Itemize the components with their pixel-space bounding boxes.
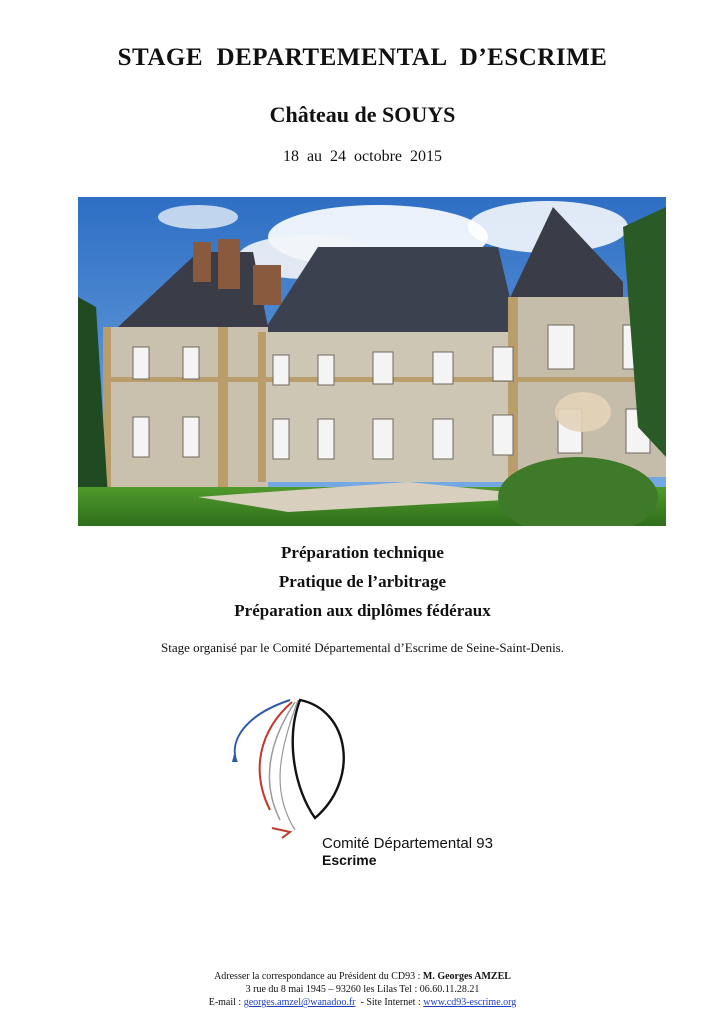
site-label: - Site Internet : bbox=[355, 997, 424, 1008]
logo-line2: Escrime bbox=[322, 852, 377, 868]
footer-line2: 3 rue du 8 mai 1945 – 93260 les Lilas Tel : 06.60.11.28.21 bbox=[245, 984, 480, 995]
footer-line3 bbox=[0, 996, 725, 1009]
email-link[interactable]: georges.amzel@wanadoo.fr bbox=[243, 997, 356, 1008]
highlight-item: Préparation aux diplômes fédéraux bbox=[234, 601, 491, 620]
footer-address-prefix: Adresser la correspondance au Président du CD93 : bbox=[214, 971, 423, 982]
highlight-item: Préparation technique bbox=[281, 543, 444, 562]
venue-title: Château de SOUYS bbox=[269, 102, 456, 127]
website-link[interactable]: www.cd93-escrime.org bbox=[423, 997, 517, 1008]
chateau-photo bbox=[78, 197, 666, 526]
organizer-note: Stage organisé par le Comité Départemental d’Escrime de Seine-Saint-Denis. bbox=[161, 640, 564, 655]
president-name: M. Georges AMZEL bbox=[422, 971, 511, 982]
document-title: STAGE DEPARTEMENTAL D’ESCRIME bbox=[117, 44, 608, 71]
logo-line1: Comité Départemental 93 bbox=[322, 835, 493, 852]
contact-footer bbox=[0, 970, 725, 1009]
footer-line1 bbox=[0, 970, 725, 983]
event-dates: 18 au 24 octobre 2015 bbox=[282, 148, 443, 165]
highlight-item: Pratique de l’arbitrage bbox=[278, 572, 447, 591]
program-highlights bbox=[0, 538, 725, 625]
email-label: E-mail : bbox=[208, 997, 244, 1008]
cd93-escrime-logo bbox=[200, 670, 530, 910]
